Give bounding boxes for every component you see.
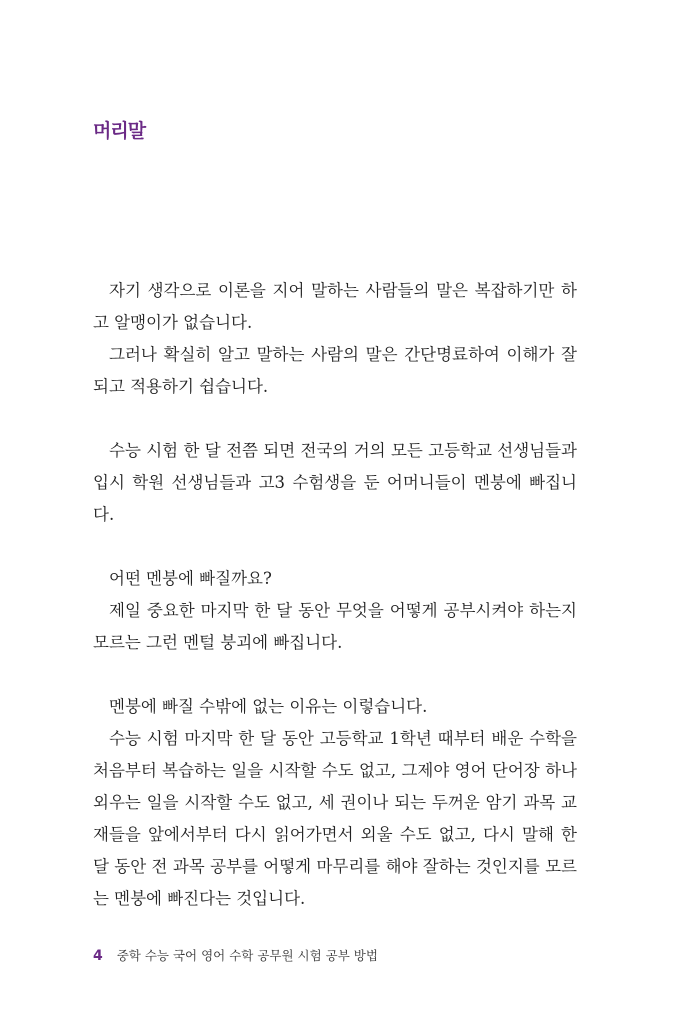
paragraph: 수능 시험 마지막 한 달 동안 고등학교 1학년 때부터 배운 수학을 처음부터 복습하는 일을 시작할 수도 없고, 그제야 영어 단어장 하나 외우는 일을 시작할 수도 없고, 세 권이나 되는 두꺼운 암기 과목 교재들을 앞에서부터 다시 읽어가면서 외울 수도 없고, 다시 말해 한 달 동안 전 과목 공부를 어떻게 마무리를 해야 잘하는 것인지를 모르는 멘붕에 빠진다는 것입니다. xyxy=(93,729,577,908)
book-title: 중학 수능 국어 영어 수학 공무원 시험 공부 방법 xyxy=(116,948,378,963)
paragraph: 그러나 확실히 알고 말하는 사람의 말은 간단명료하여 이해가 잘되고 적용하기 쉽습니다. xyxy=(93,345,577,396)
paragraph: 어떤 멘붕에 빠질까요? xyxy=(109,569,272,588)
page-heading: 머리말 xyxy=(93,120,146,142)
page-number: 4 xyxy=(93,948,103,964)
paragraph: 자기 생각으로 이론을 지어 말하는 사람들의 말은 복잡하기만 하고 알맹이가 없습니다. xyxy=(93,281,577,332)
paragraph: 멘붕에 빠질 수밖에 없는 이유는 이렇습니다. xyxy=(109,697,428,716)
body-text xyxy=(93,275,577,915)
paragraph: 수능 시험 한 달 전쯤 되면 전국의 거의 모든 고등학교 선생님들과 입시 학원 선생님들과 고3 수험생을 둔 어머니들이 멘붕에 빠집니다. xyxy=(93,441,577,524)
paragraph: 제일 중요한 마지막 한 달 동안 무엇을 어떻게 공부시켜야 하는지 모르는 그런 멘털 붕괴에 빠집니다. xyxy=(93,601,577,652)
page-footer xyxy=(93,946,378,964)
